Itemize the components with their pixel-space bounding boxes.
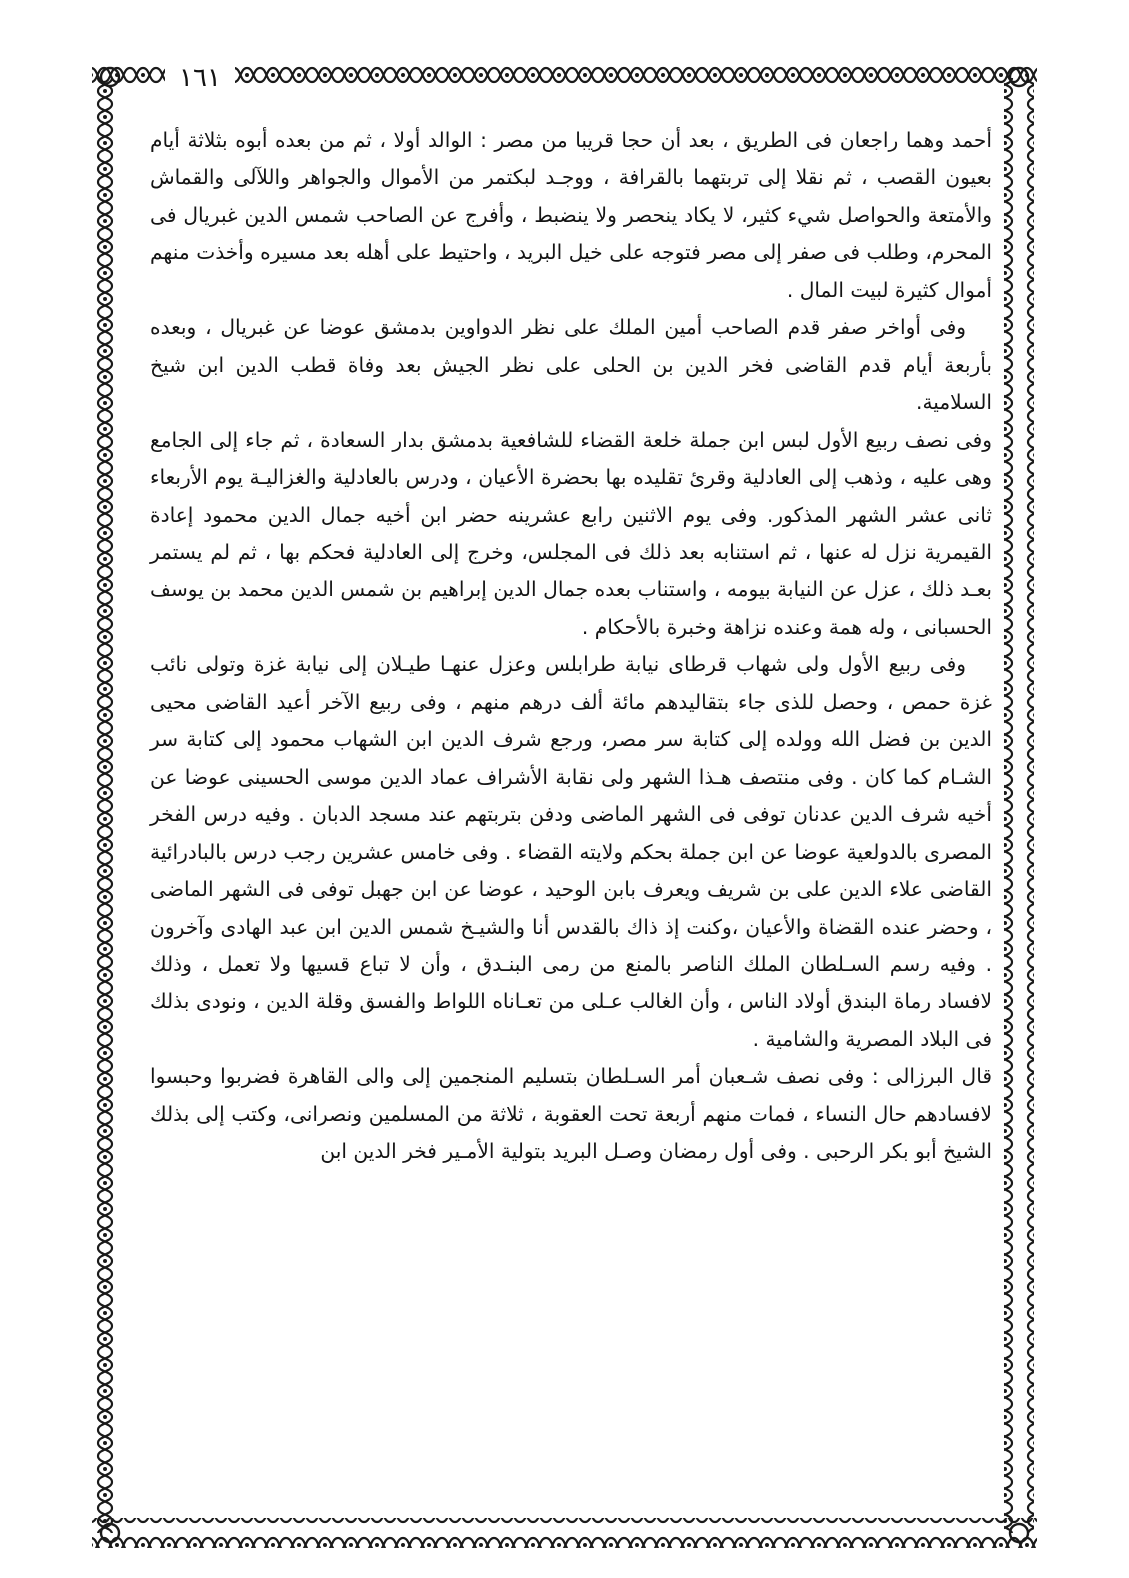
body-text [150,122,992,1507]
paragraph: وفى نصف ربيع الأول لبس ابن جملة خلعة القضاء للشافعية بدمشق بدار السعادة ، ثم جاء إلى الجامع وهى عليه ، وذهب إلى العادلية وقرئ تقليده بها بحضرة الأعيان ، ودرس بالعادلية والغزاليـة يوم الأربعاء ثانى عشر الشهر المذكور. وفى يوم الاثنين رابع عشرينه حضر ابن أخيه جمال الدين محمود إعادة القيمرية نزل له عنها ، ثم استنابه بعد ذلك فى المجلس، وخرج إلى العادلية فحكم بها ، ثم لم يستمر بعـد ذلك ، عزل عن النيابة بيومه ، واستناب بعده جمال الدين إبراهيم بن شمس الدين محمد بن يوسف الحسبانى ، وله همة وعنده نزاهة وخبرة بالأحكام . [150,427,992,639]
paragraph: أحمد وهما راجعان فى الطريق ، بعد أن حجا قريبا من مصر : الوالد أولا ، ثم من بعده أبوه بثلاثة أيام بعيون القصب ، ثم نقلا إلى تربتهما بالقرافة ، ووجـد لبكتمر من الأموال والجواهر واللآلى والقماش والأمتعة والحواصل شيء كثير، لا يكاد ينحصر ولا ينضبط ، وأفرج عن الصاحب شمس الدين غبريال فى المحرم، وطلب فى صفر إلى مصر فتوجه على خيل البريد ، واحتيط على أهله بعد مسيره وأخذت منهم أموال كثيرة لبيت المال . [150,128,992,302]
paragraph: وفى ربيع الأول ولى شهاب قرطاى نيابة طرابلس وعزل عنهـا طيـلان إلى نيابة غزة وتولى نائب غزة حمص ، وحصل للذى جاء بتقاليدهم مائة ألف درهم منهم ، وفى ربيع الآخر أعيد القاضى محيى الدين بن فضل الله وولده إلى كتابة سر مصر، ورجع شرف الدين ابن الشهاب محمود إلى كتابة سر الشـام كما كان . وفى منتصف هـذا الشهر ولى نقابة الأشراف عماد الدين موسى الحسينى عوضا عن أخيه شرف الدين عدنان توفى فى الشهر الماضى ودفن بتربتهم عند مسجد الدبان . وفيه درس الفخر المصرى بالدولعية عوضا عن ابن جملة بحكم ولايته القضاء . وفى خامس عشرين رجب درس بالبادرائية القاضى علاء الدين على بن شريف ويعرف بابن الوحيد ، عوضا عن ابن جهبل توفى فى الشهر الماضى ، وحضر عنده القضاة والأعيان ،وكنت إذ ذاك بالقدس أنا والشيـخ شمس الدين ابن عبد الهادى وآخرون . وفيه رسم السـلطان الملك الناصر بالمنع من رمى البنـدق ، وأن لا تباع قسيها ولا تعمل ، وذلك لافساد رماة البندق أولاد الناس ، وأن الغالب عـلى من تعـاناه اللواط والفسق وقلة الدين ، ونودى بذلك فى البلاد المصرية والشامية . [150,652,992,1051]
paragraph: وفى أواخر صفر قدم الصاحب أمين الملك على نظر الدواوين بدمشق عوضا عن غبريال ، وبعده بأربعة أيام قدم القاضى فخر الدين بن الحلى على نظر الجيش بعد وفاة قطب الدين ابن شيخ السلامية. [150,315,992,415]
page-number: ١٦١ [165,60,235,96]
paragraph: قال البرزالى : وفى نصف شـعبان أمر السـلطان بتسليم المنجمين إلى والى القاهرة فضربوا وحبسوا لافسادهم حال النساء ، فمات منهم أربعة تحت العقوبة ، ثلاثة من المسلمين ونصرانى، وكتب إلى بذلك الشيخ أبو بكر الرحبى . وفى أول رمضان وصـل البريد بتولية الأمـير فخر الدين ابن [150,1064,992,1164]
